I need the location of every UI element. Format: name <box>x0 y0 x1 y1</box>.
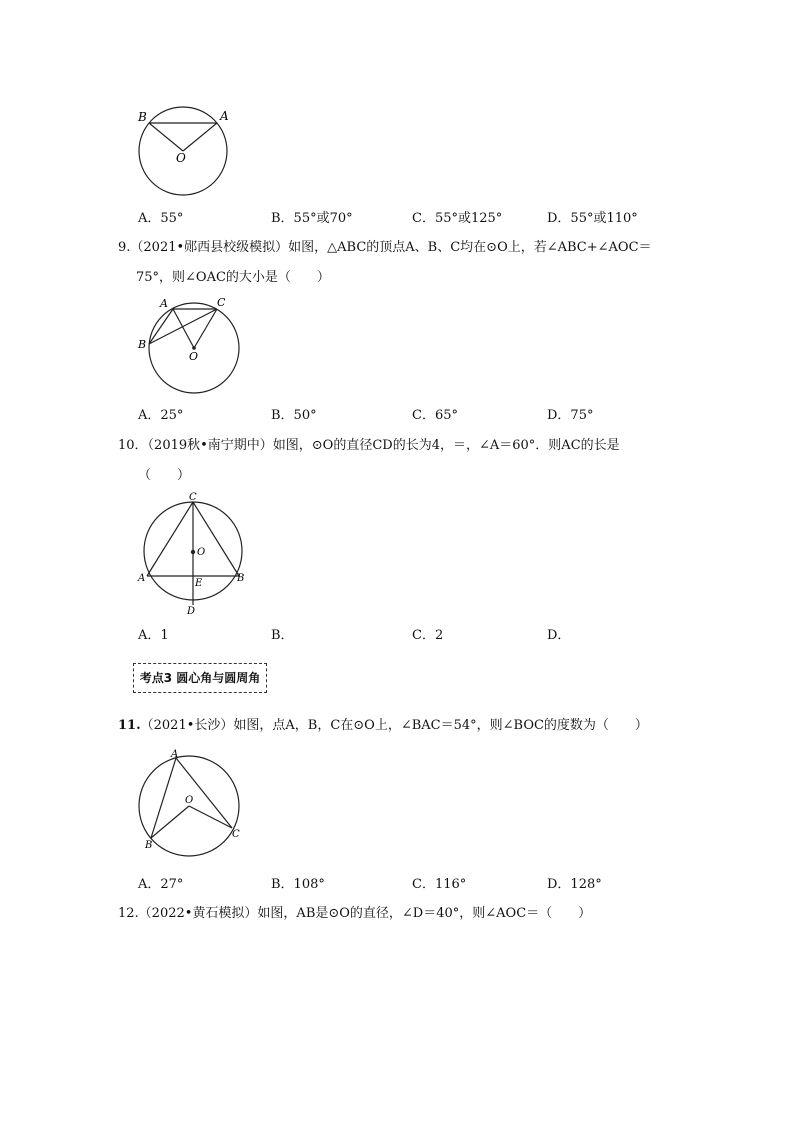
q11-option-d[interactable]: D．128° <box>547 877 602 892</box>
q11-number: 11. <box>118 718 141 733</box>
segment-ac <box>176 758 232 828</box>
q9-option-a[interactable]: A．25° <box>138 408 184 423</box>
radius-ob <box>151 806 189 838</box>
segment-ba <box>149 309 173 344</box>
q8-option-c[interactable]: C．55°或125° <box>412 211 503 226</box>
label-b: B <box>145 840 153 851</box>
label-c: C <box>217 296 226 309</box>
segment-cb <box>193 502 239 576</box>
q11-stem <box>118 716 648 736</box>
label-a: A <box>138 573 146 584</box>
q9-option-b[interactable]: B．50° <box>271 408 317 423</box>
label-b: B <box>237 573 245 584</box>
label-d: D <box>187 606 196 617</box>
label-e: E <box>195 578 203 589</box>
label-b: B <box>138 338 147 351</box>
q8-option-d[interactable]: D．55°或110° <box>547 211 638 226</box>
label-b: B <box>138 110 147 124</box>
radius-ob <box>149 123 183 151</box>
label-a: A <box>220 109 229 123</box>
q11-option-b[interactable]: B．108° <box>271 877 325 892</box>
segment-ao <box>173 309 194 348</box>
label-a: A <box>171 749 179 760</box>
center-point <box>191 550 195 554</box>
q10-option-c[interactable]: C．2 <box>412 628 444 643</box>
segment-ca <box>147 502 193 576</box>
q8-figure <box>132 105 242 195</box>
label-o: O <box>197 547 206 558</box>
radius-oa <box>183 123 217 151</box>
q10-option-d[interactable]: D． <box>547 628 571 643</box>
q10-option-b[interactable]: B． <box>271 628 294 643</box>
label-c: C <box>189 492 197 503</box>
q10-stem-line2: （ ） <box>138 468 191 483</box>
q12-stem: 12.（2022•黄石模拟）如图，AB是⊙O的直径，∠D＝40°，则∠AOC＝（ ） <box>118 906 592 921</box>
label-a: A <box>160 297 168 310</box>
q9-option-c[interactable]: C．65° <box>412 408 458 423</box>
label-o: O <box>176 151 186 165</box>
section-label: 考点3 圆心角与圆周角 <box>133 663 267 693</box>
q10-stem-line1: 10．（2019秋•南宁期中）如图，⊙O的直径CD的长为4，＝，∠A＝60°．则AC的长是 <box>118 438 620 453</box>
label-o: O <box>189 350 199 363</box>
q8-option-b[interactable]: B．55°或70° <box>271 211 353 226</box>
q10-option-a[interactable]: A．1 <box>138 628 169 643</box>
q9-option-d[interactable]: D．75° <box>547 408 594 423</box>
q9-figure <box>135 296 250 396</box>
radius-oc <box>189 806 232 828</box>
q10-figure <box>134 492 254 617</box>
q11-text: （2021•长沙）如图，点A，B，C在⊙O上，∠BAC＝54°，则∠BOC的度数为（ ） <box>140 718 648 733</box>
q9-stem-line1: 9.（2021•郧西县校级模拟）如图，△ABC的顶点A、B、C均在⊙O上，若∠ABC+∠AOC＝ <box>118 240 652 255</box>
q11-option-c[interactable]: C．116° <box>412 877 467 892</box>
label-c: C <box>232 829 240 840</box>
q8-option-a[interactable]: A．55° <box>138 211 184 226</box>
label-o: O <box>185 795 194 806</box>
q11-option-a[interactable]: A．27° <box>138 877 184 892</box>
q11-figure <box>135 748 250 858</box>
q9-stem-line2: 75°，则∠OAC的大小是（ ） <box>136 270 330 285</box>
